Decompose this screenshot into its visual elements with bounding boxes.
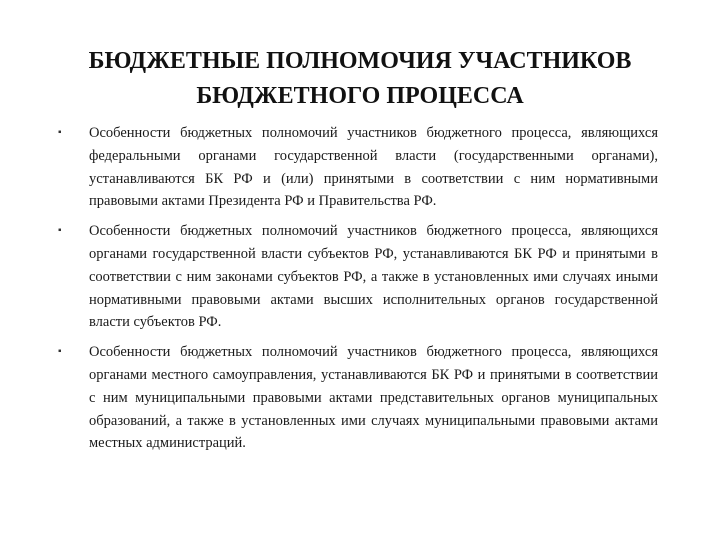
bullet-item-federal [56, 122, 658, 213]
slide-title: БЮДЖЕТНЫЕ ПОЛНОМОЧИЯ УЧАСТНИКОВ БЮДЖЕТНОГО ПРОЦЕССА [88, 48, 632, 109]
bullet-list [56, 122, 658, 462]
bullet-text: Особенности бюджетных полномочий участников бюджетного процесса, являющихся органами местного самоуправления, устанавливаются БК РФ и принятыми в соответствии с ним муниципальными правовыми актами представительных органов муниципальных образований, а также в установленных ими случаях муниципальными правовыми актами местных администраций. [89, 344, 658, 452]
bullet-item-regional [56, 220, 658, 334]
bullet-icon: ▪ [58, 346, 62, 358]
bullet-icon: ▪ [58, 225, 62, 237]
bullet-icon: ▪ [58, 127, 62, 138]
bullet-text: Особенности бюджетных полномочий участников бюджетного процесса, являющихся федеральными органами государственной власти (государственными органами), устанавливаются БК РФ и (или) принятыми в соответствии с ним нормативными правовыми актами Президента РФ и Правительства РФ. [89, 125, 658, 210]
bullet-item-local [56, 341, 658, 455]
bullet-text: Особенности бюджетных полномочий участников бюджетного процесса, являющихся органами государственной власти субъектов РФ, устанавливаются БК РФ и принятыми в соответствии с ним законами субъектов РФ, а также в установленных ими случаях иными нормативными правовыми актами высших исполнительных органов государственной власти субъектов РФ. [89, 223, 658, 331]
